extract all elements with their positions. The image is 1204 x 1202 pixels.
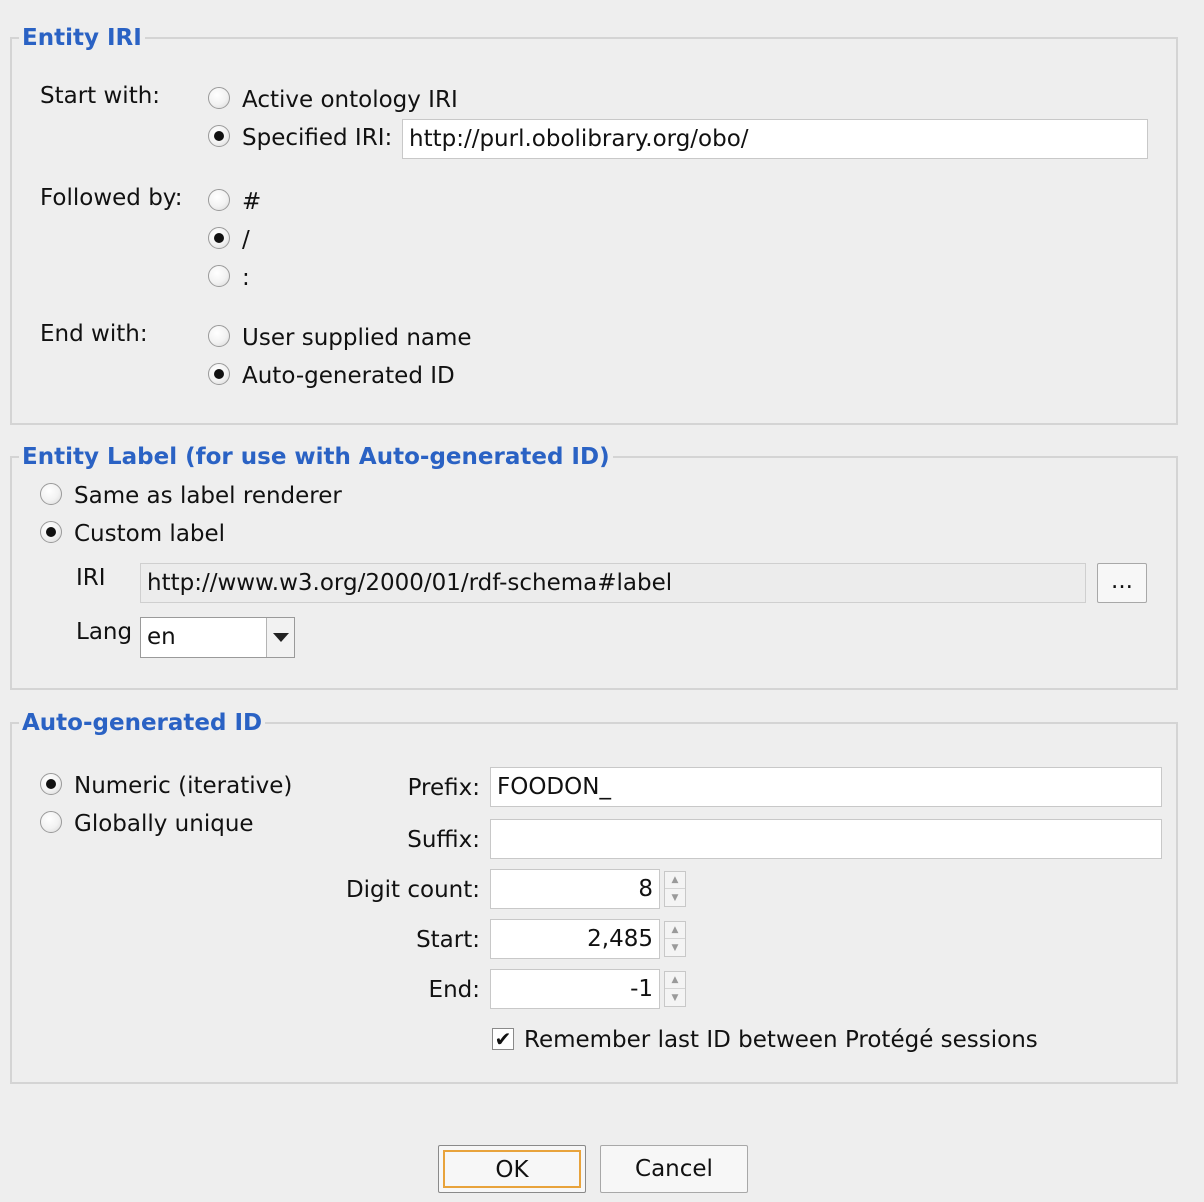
custom-label-radio[interactable] xyxy=(40,521,62,543)
entity-iri-panel xyxy=(10,37,1178,425)
active-ontology-iri-radio[interactable] xyxy=(208,87,230,109)
digit-count-stepper[interactable] xyxy=(664,871,686,907)
numeric-iterative-radio[interactable] xyxy=(40,773,62,795)
followed-colon-radio[interactable] xyxy=(208,265,230,287)
specified-iri-input[interactable]: http://purl.obolibrary.org/obo/ xyxy=(402,119,1148,159)
chevron-down-icon[interactable] xyxy=(266,618,294,657)
globally-unique-label[interactable]: Globally unique xyxy=(74,811,254,837)
auto-generated-id-label[interactable]: Auto-generated ID xyxy=(242,363,455,389)
chevron-up-icon[interactable]: ▲ xyxy=(665,872,685,889)
followed-hash-radio[interactable] xyxy=(208,189,230,211)
globally-unique-radio[interactable] xyxy=(40,811,62,833)
chevron-up-icon[interactable]: ▲ xyxy=(665,972,685,989)
followed-slash-radio[interactable] xyxy=(208,227,230,249)
specified-iri-radio[interactable] xyxy=(208,125,230,147)
suffix-label: Suffix: xyxy=(407,827,480,853)
followed-hash-label[interactable]: # xyxy=(242,189,262,215)
ok-button[interactable] xyxy=(438,1145,586,1193)
checkmark-icon: ✔ xyxy=(494,1027,512,1051)
cancel-button[interactable]: Cancel xyxy=(600,1145,748,1193)
followed-by-label: Followed by: xyxy=(40,185,183,211)
user-supplied-name-radio[interactable] xyxy=(208,325,230,347)
specified-iri-label[interactable]: Specified IRI: xyxy=(242,125,393,151)
user-supplied-name-label[interactable]: User supplied name xyxy=(242,325,472,351)
same-as-label-renderer-label[interactable]: Same as label renderer xyxy=(74,483,342,509)
end-input[interactable]: -1 xyxy=(490,969,660,1009)
followed-slash-label[interactable]: / xyxy=(242,227,250,253)
followed-colon-label[interactable]: : xyxy=(242,265,250,291)
chevron-down-icon[interactable]: ▼ xyxy=(671,942,679,953)
label-iri-field: http://www.w3.org/2000/01/rdf-schema#label xyxy=(140,563,1086,603)
same-as-label-renderer-radio[interactable] xyxy=(40,483,62,505)
browse-iri-button[interactable]: ... xyxy=(1097,563,1147,603)
remember-last-id-label[interactable]: Remember last ID between Protégé sessions xyxy=(524,1027,1038,1053)
chevron-up-icon[interactable]: ▲ xyxy=(665,922,685,939)
digit-count-label: Digit count: xyxy=(345,877,480,903)
lang-select[interactable] xyxy=(140,617,295,658)
chevron-down-icon[interactable]: ▼ xyxy=(671,892,679,903)
start-label: Start: xyxy=(416,927,480,953)
end-with-label: End with: xyxy=(40,321,148,347)
numeric-iterative-label[interactable]: Numeric (iterative) xyxy=(74,773,293,799)
remember-last-id-checkbox[interactable] xyxy=(492,1028,514,1050)
start-input[interactable]: 2,485 xyxy=(490,919,660,959)
label-iri-label: IRI xyxy=(76,565,106,591)
entity-label-title: Entity Label (for use with Auto-generated ID) xyxy=(19,442,613,472)
end-label: End: xyxy=(428,977,480,1003)
start-with-label: Start with: xyxy=(40,83,161,109)
suffix-input[interactable] xyxy=(490,819,1162,859)
prefix-input[interactable]: FOODON_ xyxy=(490,767,1162,807)
entity-iri-title: Entity IRI xyxy=(19,23,145,53)
lang-select-value: en xyxy=(147,624,176,650)
digit-count-input[interactable]: 8 xyxy=(490,869,660,909)
auto-generated-id-title: Auto-generated ID xyxy=(19,708,265,738)
end-stepper[interactable] xyxy=(664,971,686,1007)
active-ontology-iri-label[interactable]: Active ontology IRI xyxy=(242,87,458,113)
custom-label-label[interactable]: Custom label xyxy=(74,521,226,547)
auto-generated-id-radio[interactable] xyxy=(208,363,230,385)
ok-focus-ring: OK xyxy=(443,1150,581,1188)
start-stepper[interactable] xyxy=(664,921,686,957)
chevron-down-icon[interactable]: ▼ xyxy=(671,992,679,1003)
lang-label: Lang xyxy=(76,619,133,645)
prefix-label: Prefix: xyxy=(407,775,480,801)
